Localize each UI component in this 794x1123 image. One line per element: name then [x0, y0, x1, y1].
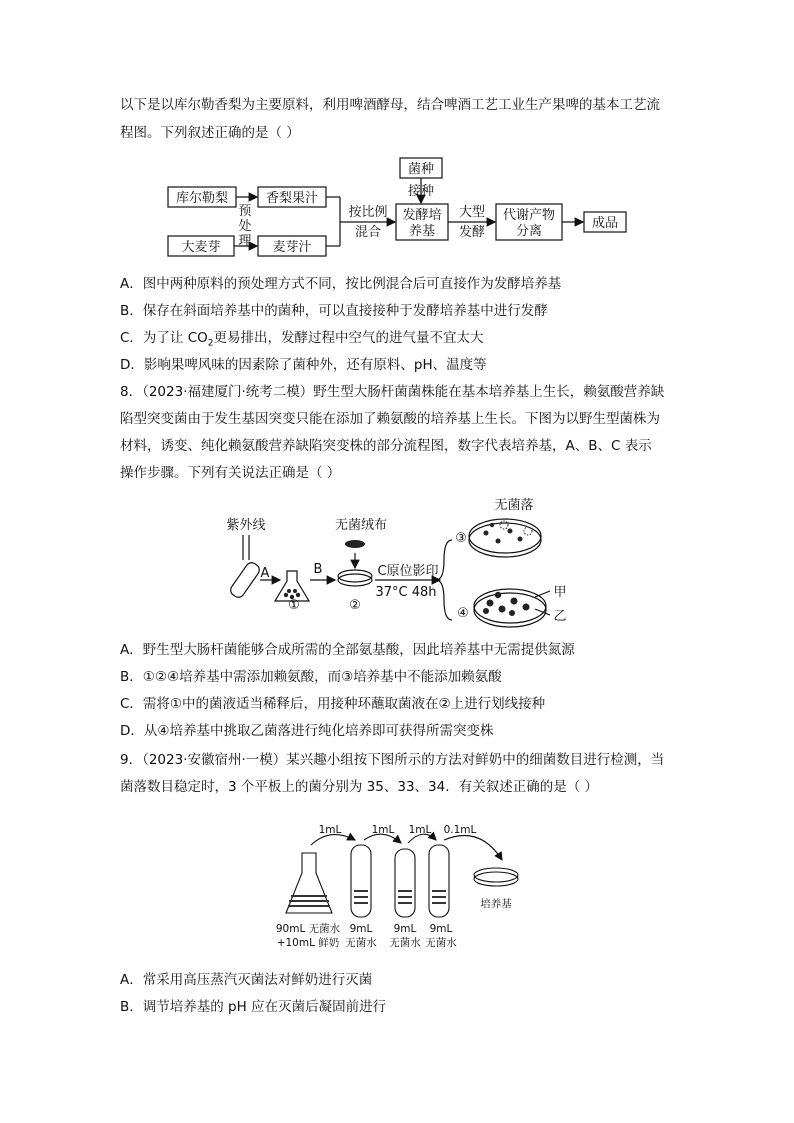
q9-stem-line1: 9．（2023·安徽宿州·一模）某兴趣小组按下图所示的方法对鲜奶中的细菌数目进行检测，当 — [120, 752, 665, 768]
flow-strain: 菌种 — [407, 162, 435, 177]
flow-barley: 大麦芽 — [181, 240, 221, 255]
uv-label: 紫外线 — [226, 518, 266, 533]
q7-option-a: A．图中两种原料的预处理方式不同，按比例混合后可直接作为发酵培养基 — [120, 276, 562, 292]
medium-3-label: ③ — [455, 531, 467, 546]
q7-option-c: C．为了让 $CO_2$更易排出，发酵过程中空气的进气量不宜太大 — [120, 330, 484, 349]
vol-1-label: 1mL — [318, 824, 342, 836]
q7-stem-line1: 以下是以库尔勒香梨为主要原料，利用啤酒酵母，结合啤酒工艺工业生产果啤的基本工艺流 — [120, 97, 660, 113]
q8-stem-line1: 8．（2023·福建厦门·统考二模）野生型大肠杆菌菌株能在基本培养基上生长，赖氨酸营养缺 — [120, 384, 665, 400]
flask-label-1: 90mL 无菌水 — [275, 923, 341, 935]
q8-option-c: C．需将①中的菌液适当稀释后，用接种环蘸取菌液在②上进行划线接种 — [120, 696, 546, 712]
flow-mix-2: 混合 — [354, 225, 382, 240]
medium-1-label: ① — [288, 598, 300, 613]
flow-pre-2: 处 — [238, 219, 252, 234]
velvet-label: 无菌绒布 — [334, 518, 388, 533]
flow-pear: 库尔勒梨 — [175, 191, 229, 206]
vol-4-label: 0.1mL — [443, 824, 477, 836]
q8-option-a: A．野生型大肠杆菌能够合成所需的全部氨基酸，因此培养基中无需提供氮源 — [120, 642, 575, 658]
q7-flow-diagram — [0, 150, 794, 260]
tube-1-label-1: 9mL — [349, 923, 373, 935]
flow-inoculate: 接种 — [407, 184, 435, 199]
q8-stem-line3: 材料，诱变、纯化赖氨酸营养缺陷突变株的部分流程图，数字代表培养基，A、B、C 表示 — [120, 438, 652, 454]
q9-option-b: B．调节培养基的 pH 应在灭菌后凝固前进行 — [120, 999, 387, 1015]
medium-4-label: ④ — [457, 606, 469, 621]
tube-3-label-2: 无菌水 — [425, 937, 457, 949]
step-c-label: C原位影印 — [377, 564, 439, 579]
condition-label: 37°C 48h — [375, 585, 437, 600]
q8-stem-line2: 陷型突变菌由于发生基因突变只能在添加了赖氨酸的培养基上生长。下图为以野生型菌株为 — [120, 411, 660, 427]
vol-3-label: 1mL — [408, 824, 432, 836]
step-a-label: A — [260, 566, 270, 581]
flow-meta-1: 代谢产物 — [502, 208, 556, 223]
q8-mutation-diagram — [0, 495, 794, 630]
medium-2-label: ② — [349, 598, 361, 613]
flow-product: 成品 — [591, 216, 619, 231]
flask-label-2: +10mL 鲜奶 — [276, 937, 340, 949]
flow-pre-3: 理 — [238, 234, 252, 249]
q9-option-a: A．常采用高压蒸汽灭菌法对鲜奶进行灭菌 — [120, 972, 373, 988]
q7-option-b: B．保存在斜面培养基中的菌种，可以直接接种于发酵培养基中进行发酵 — [120, 303, 548, 319]
no-colony-label: 无菌落 — [494, 498, 534, 513]
tube-3-label-1: 9mL — [429, 923, 453, 935]
flow-medium-1: 发酵培 — [402, 208, 442, 223]
plate-label: 培养基 — [480, 898, 512, 910]
flow-pre-1: 预 — [238, 204, 252, 219]
flow-medium-2: 养基 — [408, 224, 436, 239]
q8-stem-line4: 操作步骤。下列有关说法正确是（ ） — [120, 465, 341, 481]
q9-dilution-diagram — [0, 815, 794, 965]
flow-large-2: 发酵 — [458, 225, 486, 240]
tube-2-label-1: 9mL — [393, 923, 417, 935]
flow-meta-2: 分离 — [515, 224, 543, 239]
colony-jia-label: 甲 — [553, 585, 567, 600]
q8-option-b: B．①②④培养基中需添加赖氨酸，而③培养基中不能添加赖氨酸 — [120, 669, 502, 685]
vol-2-label: 1mL — [371, 824, 395, 836]
flow-malt-juice: 麦芽汁 — [272, 240, 312, 255]
q9-stem-line2: 菌落数目稳定时，3 个平板上的菌分别为 35、33、34．有关叙述正确的是（ ） — [120, 779, 598, 795]
q7-option-d: D．影响果啤风味的因素除了菌种外，还有原料、pH、温度等 — [120, 357, 487, 373]
colony-yi-label: 乙 — [553, 609, 567, 624]
flow-pear-juice: 香梨果汁 — [265, 191, 319, 206]
tube-1-label-2: 无菌水 — [345, 937, 377, 949]
tube-2-label-2: 无菌水 — [389, 937, 421, 949]
flow-large-1: 大型 — [458, 205, 486, 220]
flow-mix-1: 按比例 — [348, 205, 388, 220]
step-b-label: B — [313, 562, 323, 577]
q7-stem-line2: 程图。下列叙述正确的是（ ） — [120, 125, 300, 141]
q8-option-d: D．从④培养基中挑取乙菌落进行纯化培养即可获得所需突变株 — [120, 723, 494, 739]
